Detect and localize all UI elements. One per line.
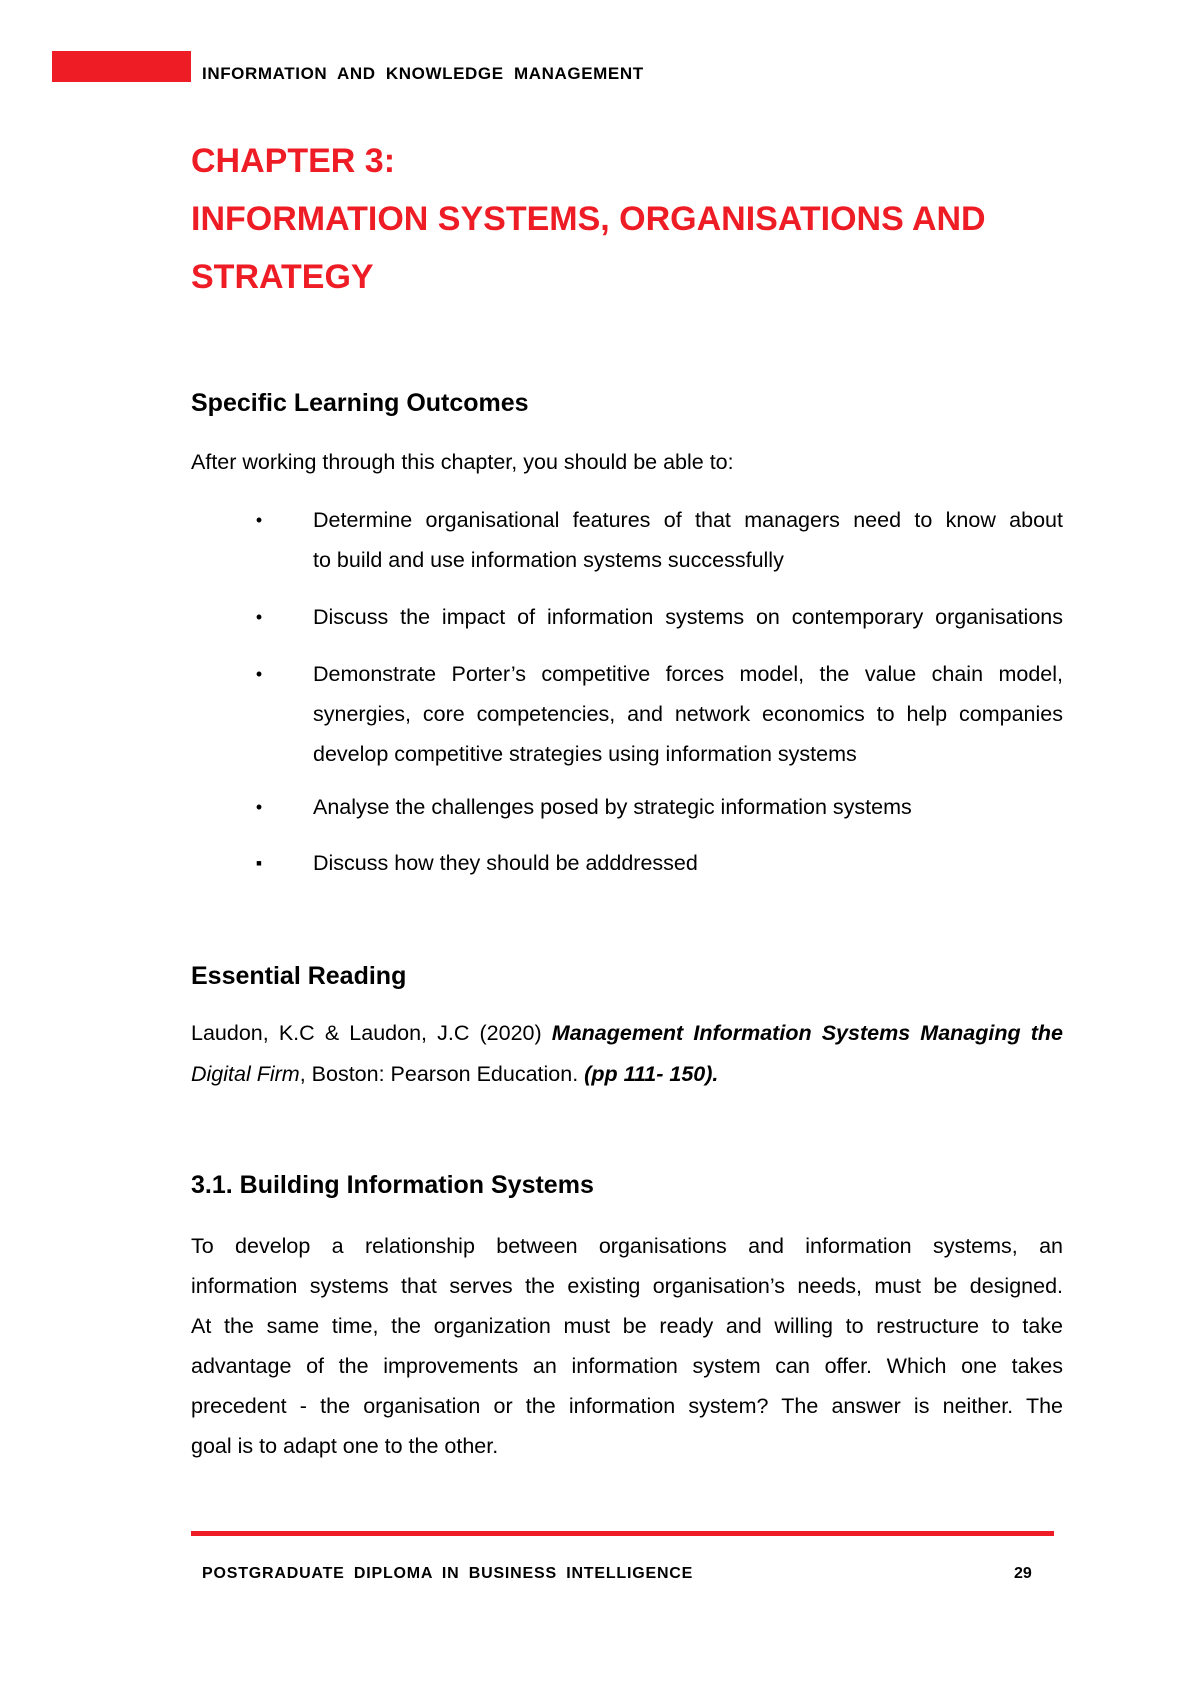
running-header-title: INFORMATION AND KNOWLEDGE MANAGEMENT (202, 64, 644, 83)
citation-line-1 (191, 1013, 1063, 1054)
learning-outcomes-heading: Specific Learning Outcomes (191, 389, 529, 417)
text-line: Determine organisational features of that managers need to know about (313, 508, 1063, 532)
text-line: precedent - the organisation or the information system? The answer is neither. The (191, 1394, 1063, 1418)
text-line: At the same time, the organization must be ready and willing to restructure to take (191, 1314, 1063, 1338)
text-line: goal is to adapt one to the other. (191, 1434, 499, 1458)
citation-publisher: , Boston: Pearson Education. (299, 1062, 585, 1086)
essential-reading-heading: Essential Reading (191, 962, 407, 990)
square-bullet-icon: ▪ (255, 853, 263, 873)
text-line: develop competitive strategies using information systems (313, 742, 857, 766)
list-item (191, 500, 1063, 580)
section-paragraph (191, 1226, 1063, 1466)
learning-outcomes-intro: After working through this chapter, you should be able to: (191, 450, 734, 474)
chapter-label: CHAPTER 3: (191, 142, 396, 180)
citation-authors: Laudon, K.C & Laudon, J.C (2020) (191, 1021, 552, 1045)
text-line: To develop a relationship between organisations and information systems, an (191, 1234, 1063, 1258)
chapter-title-line-2: STRATEGY (191, 258, 374, 296)
text-line: advantage of the improvements an information system can offer. Which one takes (191, 1354, 1063, 1378)
citation-title: Management Information Systems Managing the (551, 1021, 1063, 1045)
bullet-icon: • (255, 797, 263, 817)
list-item-text (313, 787, 1063, 827)
list-item (191, 787, 1063, 827)
text-line: synergies, core competencies, and network economics to help companies (313, 702, 1063, 726)
chapter-heading (191, 132, 986, 306)
list-item (191, 654, 1063, 774)
list-item (191, 843, 1063, 883)
chapter-title-line-1: INFORMATION SYSTEMS, ORGANISATIONS AND (191, 200, 986, 238)
text-line: Discuss how they should be adddressed (313, 851, 698, 875)
bullet-icon: • (255, 664, 263, 684)
list-item-text (313, 843, 1063, 883)
text-line: information systems that serves the existing organisation’s needs, must be designed. (191, 1274, 1063, 1298)
footer-program-title: POSTGRADUATE DIPLOMA IN BUSINESS INTELLIGENCE (202, 1565, 694, 1582)
footer-rule (191, 1531, 1054, 1536)
bullet-icon: • (255, 510, 263, 530)
list-item-text (313, 500, 1063, 580)
page-number: 29 (1014, 1565, 1032, 1582)
reading-citation (191, 1013, 1063, 1095)
citation-pages: (pp 111- 150). (584, 1062, 719, 1086)
bullet-icon: • (255, 607, 263, 627)
citation-line-2 (191, 1054, 1063, 1095)
text-line: Analyse the challenges posed by strategic information systems (313, 795, 912, 819)
citation-title-cont: Digital Firm (191, 1062, 300, 1086)
list-item-text (313, 597, 1063, 637)
section-heading: 3.1. Building Information Systems (191, 1171, 594, 1199)
text-line: Discuss the impact of information systems on contemporary organisations (313, 605, 1063, 629)
header-accent-bar (52, 51, 191, 82)
text-line: to build and use information systems successfully (313, 548, 784, 572)
list-item-text (313, 654, 1063, 774)
list-item (191, 597, 1063, 637)
text-line: Demonstrate Porter’s competitive forces model, the value chain model, (313, 662, 1063, 686)
